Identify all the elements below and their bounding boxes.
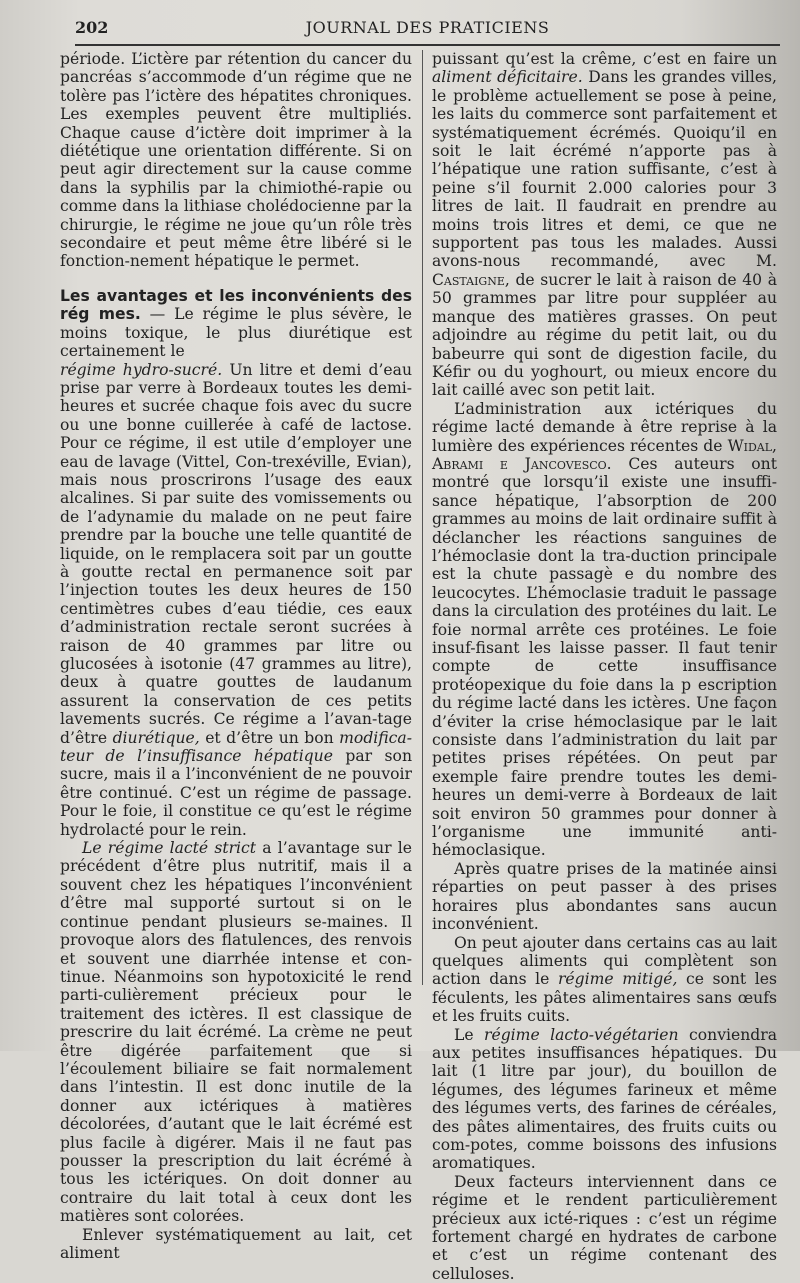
page-number: 202 <box>75 18 109 37</box>
section-heading <box>60 287 412 361</box>
italic-text: régime hydro-sucré. <box>60 360 223 379</box>
paragraph-text: puissant qu’est la crême, c’est en faire un <box>432 50 777 68</box>
paragraph <box>432 400 777 860</box>
paragraph-text: a l’avantage sur le précédent d’être plus nutritif, mais il a souvent chez les hépatiques l’inconvénient d’être mal supporté surtout si on le continue pendant plusieurs se-maines. Il provoque alors des flatulences, des renvois et souvent une diarrhée intense et con-tinue. Néanmoins son hypotoxicité le rend parti-culièrement précieux pour le traitement des ictères. Il est classique de prescrire du lait écrémé. La crème ne peut être digérée parfaitement que si l’écoulement biliaire se fait normalement dans l’intestin. Il est donc inutile de la donner aux ictériques à matières décolorées, d’autant que le lait écrémé est plus facile à digérer. Mais il ne faut pas pousser la prescription du lait écrémé à tous les ictériques. On doit donner au contraire du lait total à ceux dont les matières sont colorées. <box>60 839 412 1226</box>
italic-text: Le régime lacté strict <box>82 839 257 858</box>
paragraph-text: et d’être un bon <box>199 728 340 747</box>
paragraph-text: Le <box>454 1025 485 1044</box>
paragraph-text: L’administration aux ictériques du régime lacté demande à être reprise à la lumière des expériences récentes de <box>432 399 777 455</box>
paragraph <box>432 50 777 400</box>
section-heading-text: Les avantages et les inconvénients des rég mes. <box>60 286 412 324</box>
italic-text: aliment déficitaire. <box>432 68 583 87</box>
column-divider <box>422 50 423 985</box>
journal-title: JOURNAL DES PRATICIENS <box>305 18 550 37</box>
paragraph <box>60 361 412 840</box>
paragraph-text: ce sont les féculents, les pâtes alimentaires sans œufs et les fruits cuits. <box>432 970 777 1026</box>
right-column <box>432 50 777 1283</box>
header-rule <box>75 44 780 46</box>
left-column <box>60 50 412 1262</box>
paragraph-text: par son sucre, mais il a l’inconvénient de ne pouvoir être continué. C’est un régime de passage. Pour le foie, il constitue ce qu’est le régime hydrolacté pour le rein. <box>60 747 412 839</box>
paragraph: Après quatre prises de la matinée ainsi réparties on peut passer à des prises horaires plus abondantes sans aucun inconvénient. <box>432 859 777 934</box>
author-names: Widal, Abrami e Jancovesco. <box>432 436 777 473</box>
paragraph <box>60 839 412 1226</box>
paragraph-text: Un litre et demi d’eau prise par verre à Bordeaux toutes les demi-heures et sucrée chaque fois avec du sucre ou une bonne cuillerée à café de lactose. Pour ce régime, il est utile d’employer une eau de lavage (Vittel, Con-trexéville, Evian), mais nous proscrirons l’usage des eaux alcalines. Si par suite des vomissements ou de l’adynamie du malade on ne peut faire prendre par la bouche une telle quantité de liquide, on le remplacera soit par un goutte à goutte rectal en permanence soit par l’injection toutes les deux heures de 150 centimètres cubes d’eau tiédie, ces eaux d’administration rectale seront sucrées à raison de 40 grammes par litre ou glucosées à isotonie (47 grammes au litre), deux à quatre gouttes de laudanum assurent la conservation de ces petits lavements sucrés. Ce régime a l’avan-tage d’être <box>60 360 412 747</box>
paragraph-text: On peut ajouter dans certains cas au lait quelques aliments qui complètent son action dans le <box>432 933 777 989</box>
author-name: Castaigne, <box>432 270 510 289</box>
paragraph: période. L’ictère par rétention du cancer du pancréas s’accommode d’un régime que ne tolère pas l’ictère des hépatites chroniques. Les exemples peuvent être multipliés. Chaque cause d’ictère doit imprimer à la diététique une orientation différente. Si on peut agir directement sur la cause comme dans la syphilis par la chimiothé-rapie ou comme dans la lithiase cholédocienne par la chirurgie, le régime ne joue qu’un rôle très secondaire et peut même être libéré si le fonction-nement hépatique le permet. <box>60 50 412 271</box>
paragraph: Enlever systématiquement au lait, cet aliment <box>60 1225 412 1262</box>
italic-text: régime lacto-végétarien <box>484 1025 679 1044</box>
paragraph-text: — Le régime le plus sévère, le moins toxique, le plus diurétique est certainement le <box>60 305 412 361</box>
paragraph <box>432 934 777 1026</box>
paragraph-text: conviendra aux petites insuffisances hépatiques. Du lait (1 litre par jour), du bouillon de légumes, des légumes farineux et même des légumes verts, des farines de céréales, des pâtes alimentaires, des fruits cuits ou com-potes, comme boissons des infusions aromatiques. <box>432 1025 777 1173</box>
page-header <box>75 18 780 40</box>
paragraph-text: de sucrer le lait à raison de 40 à 50 grammes par litre pour suppléer au manque des matières grasses. On peut adjoindre au régime du petit lait, ou du babeurre qui sont de digestion facile, du Kéfir ou du yoghourt, ou mieux encore du lait caillé avec son petit lait. <box>432 270 777 400</box>
italic-text: diurétique, <box>112 728 200 747</box>
paragraph-text: Dans les grandes villes, le problème actuellement se pose à peine, les laits du commerce sont parfaitement et systématiquement écrémés. Quoiqu’il en soit le lait écrémé n’apporte pas à l’hépatique une ration suffisante, c’est à peine s’il fournit 2.000 calories pour 3 litres de lait. Il faudrait en prendre au moins trois litres et demi, ce que ne supportent pas tous les malades. Aussi avons-nous recommandé, avec M. <box>432 68 778 271</box>
paragraph: Deux facteurs interviennent dans ce régime et le rendent particulièrement précieux aux icté-riques : c’est un régime fortement chargé en hydrates de carbone et c’est un régime contenant des celluloses. <box>432 1172 777 1283</box>
italic-text: régime mitigé, <box>557 970 678 989</box>
italic-text: modifica-teur de l’insuffisance hépatique <box>60 728 412 766</box>
paragraph-text: Ces auteurs ont montré que lorsqu’il existe une insuffi-sance hépatique, l’absorption de 200 grammes au moins de lait ordinaire suffit à déclancher les réactions sanguines de l’hémoclasie dont la tra-duction principale est la chute passagè e du nombre des leucocytes. L’hémoclasie traduit le passage dans la circulation des protéines du lait. Le foie normal arrête ces protéines. Le foie insuf-fisant les laisse passer. Il faut tenir compte de cette insuffisance protéopexique du foie dans la p escription du régime lacté dans les ictères. Une façon d’éviter la crise hémoclasique par le lait consiste dans l’administration du lait par petites prises répétées. On peut par exemple faire prendre toutes les demi-heures un demi-verre à Bordeaux de lait soit environ 50 grammes pour donner à l’organisme une immunité anti-hémoclasique. <box>432 454 777 860</box>
paragraph <box>432 1026 777 1173</box>
